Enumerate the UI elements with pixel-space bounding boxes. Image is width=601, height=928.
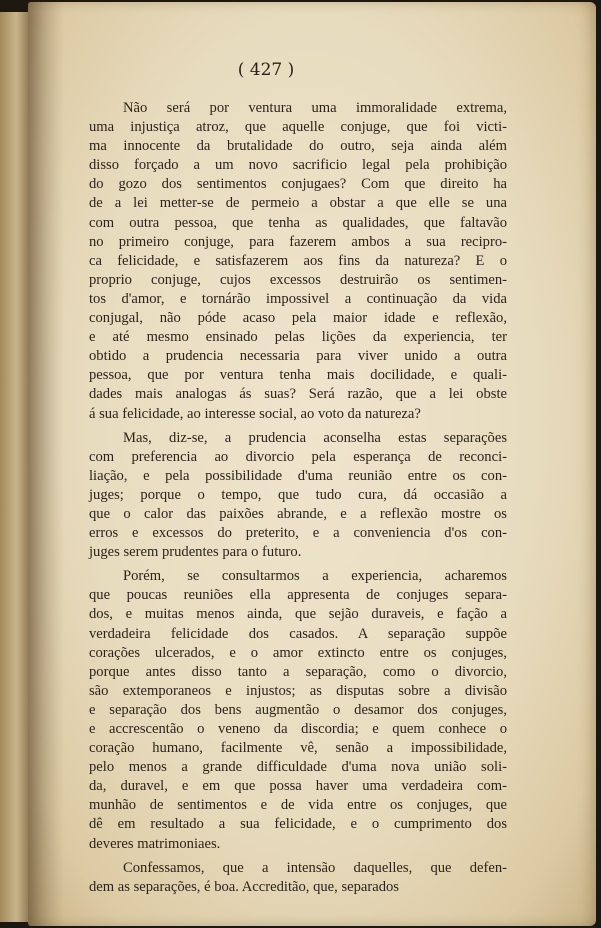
page-text [89,99,507,897]
text-line: que o calor das paixões abrande, e a reflexão mostre os [89,505,507,522]
text-line: ma innocente da brutalidade do outro, seja ainda além [89,138,507,155]
text-line: corações ulcerados, e o amor extincto entre os conjuges, [89,644,507,661]
text-line: dê em resultado a sua felicidade, e o cumprimento dos [89,816,507,833]
text-line: coração humano, facilmente vê, senão a impossibilidade, [89,740,507,757]
text-line: disso forçado a um novo sacrificio legal pela prohibição [89,157,507,174]
text-line: munhão de sentimentos e de vida entre os conjuges, que [89,797,507,814]
text-line: á sua felicidade, ao interesse social, ao voto da natureza? [89,405,421,422]
text-line: ca felicidade, e satisfazerem aos fins da natureza? E o [89,252,507,269]
paragraph [89,567,507,853]
page-number: ( 427 ) [237,60,295,80]
text-line: Não será por ventura uma immoralidade extrema, [123,100,507,116]
text-line: Porém, se consultarmos a experiencia, acharemos [123,568,507,585]
text-line: verdadeira felicidade dos casados. A separação suppõe [89,625,507,642]
text-line: são extemporaneos e injustos; as disputas sobre a divisão [89,682,507,699]
text-line: proprio conjuge, cujos excessos destruirão os sentimen- [89,271,507,288]
text-line: com preferencia ao divorcio pela esperança de reconci- [89,448,507,465]
paragraph [89,429,507,563]
text-line: uma injustiça atroz, que aquelle conjuge, que foi victi- [89,119,507,136]
text-line: dem as separações, é boa. Accreditão, que, separados [89,878,399,895]
left-page-edge [0,12,31,922]
text-line: conjugal, não póde acaso pela maior idade e reflexão, [89,310,507,327]
text-line: pessoa, que por ventura tenha mais docilidade, e quali- [89,367,507,384]
text-line: dos, e muitas menos ainda, que sejão duraveis, e fação a [89,606,507,623]
text-line: com outra pessoa, que tenha as qualidades, que faltavão [89,214,507,231]
text-line: dades mais analogas ás suas? Será razão, que a lei obste [89,386,507,403]
text-line: deveres matrimoniaes. [89,835,221,852]
text-line: obtido a prudencia necessaria para viver unido a outra [89,348,507,365]
text-line: de a lei metter-se de permeio a obstar a que elle se una [89,195,507,212]
text-line: Confessamos, que a intensão daquelles, que defen- [123,859,507,876]
text-line: do gozo dos sentimentos conjugaes? Com que direito ha [89,176,507,193]
book-page [28,2,596,926]
text-line: e accrescentão o veneno da discordia; e quem conhece o [89,721,507,737]
text-line: pelo menos a grande difficuldade d'uma nova união soli- [89,759,507,776]
text-line: que poucas reuniões ella appresenta de conjuges separa- [89,587,507,604]
text-line: juges; porque o tempo, que tudo cura, dá occasião a [89,486,507,503]
text-line: tos d'amor, e tornárão impossivel a continuação da vida [89,290,507,307]
text-line: e até mesmo ensinado pelas lições da experiencia, ter [89,329,507,346]
text-line: juges serem prudentes para o futuro. [89,544,302,561]
text-line: porque antes disso tanto a separação, como o divorcio, [89,663,507,680]
text-line: da, duravel, e em que possa haver uma verdadeira com- [89,778,507,795]
paragraph [89,859,507,897]
text-line: no primeiro conjuge, para fazerem ambos a sua recipro- [89,233,507,250]
text-line: Mas, diz-se, a prudencia aconselha estas separações [123,429,507,446]
paragraph [89,99,507,424]
text-line: liação, e pela possibilidade d'uma reunião entre os con- [89,467,507,484]
gutter-shadow [28,2,64,926]
text-line: erros e excessos do preterito, e a conveniencia d'os con- [89,525,507,542]
text-line: e separação dos bens augmentão o desamor dos conjuges, [89,701,507,718]
